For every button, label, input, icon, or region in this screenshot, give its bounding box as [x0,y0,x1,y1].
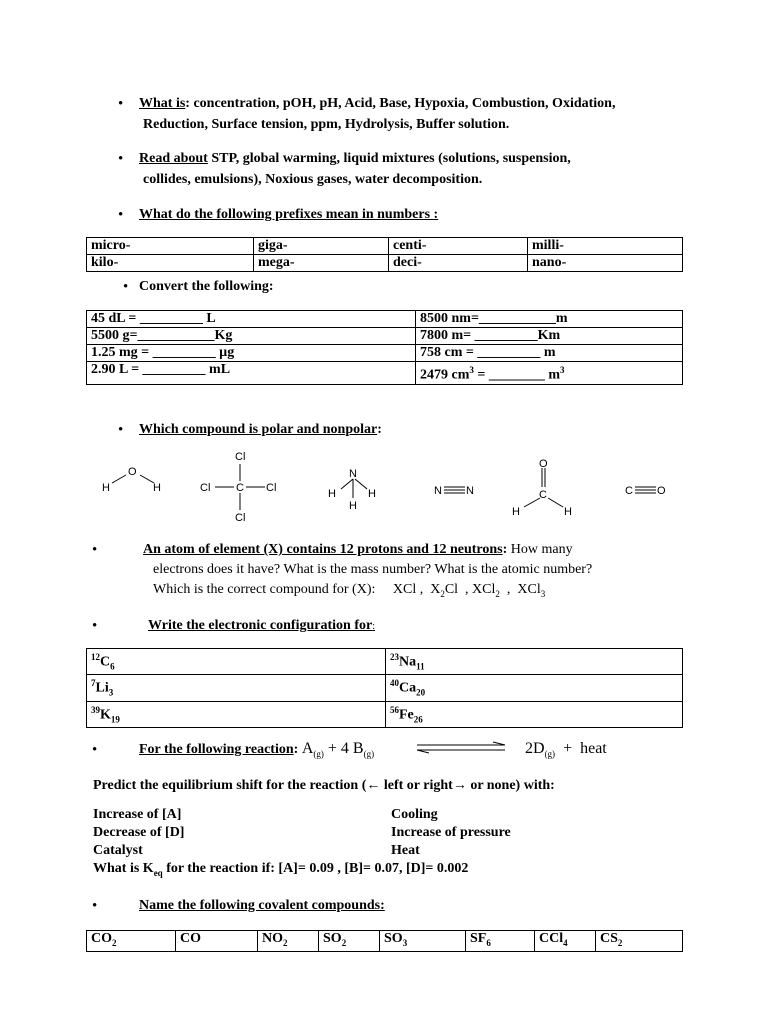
condition-right: Cooling [391,807,438,822]
table-cell: nano- [528,255,683,272]
table-cell: 2.90 L = _________ mL [87,362,416,385]
right-arrow-icon: → [452,778,467,793]
atom-label: H [349,500,357,512]
table-cell: 758 cm = _________ m [416,345,683,362]
q7-title-line [148,617,375,635]
atomic-number: 3 [108,687,114,698]
compound: CS [600,931,618,946]
keq-question [93,860,468,882]
element-symbol: Na [399,654,417,670]
table-cell: 8500 nm=___________m [416,311,683,328]
keq-text: What is K [93,861,154,876]
q8-predict [93,777,555,794]
atom-label: H [368,488,376,500]
atom-label: O [657,485,666,497]
superscript: 3 [560,365,565,375]
q2-line2: collides, emulsions), Noxious gases, water decomposition. [143,172,483,187]
atom-label: H [512,506,520,518]
bullet: • [118,151,124,167]
table-cell: 5500 g=___________Kg [87,328,416,345]
element-symbol: Li [95,681,109,697]
bullet: • [92,542,98,558]
q1-text: : concentration, pOH, pH, Acid, Base, Hypoxia, Combustion, Oxidation, [185,96,616,111]
table-cell [380,931,466,952]
equilibrium-arrow-icon [413,741,513,755]
table-row [87,345,683,362]
convert-table [86,310,683,385]
q4-title: Convert the following: [139,279,274,294]
q8-title: For the following reaction [139,742,294,757]
table-row [87,238,683,255]
atom-label: O [539,458,548,470]
q9-title: Name the following covalent compounds: [139,898,385,913]
table-cell [87,675,386,701]
q1-line2: Reduction, Surface tension, ppm, Hydrolysis, Buffer solution. [143,117,510,132]
atom-label: O [128,466,137,478]
element-symbol: C [100,654,111,670]
q2-lead: Read about [139,151,208,166]
subscript: 2 [112,937,117,948]
table-cell: milli- [528,238,683,255]
subscript: 4 [563,937,568,948]
bullet: • [118,422,124,438]
table-cell [466,931,535,952]
table-row [87,328,683,345]
bullet: • [92,898,98,914]
q1-lead: What is [139,96,186,111]
atom-label: C [539,489,547,501]
subscript: 2 [283,937,288,948]
q6-line1 [143,541,573,558]
atomic-number: 11 [416,661,425,672]
bullet: • [123,279,129,295]
table-cell [386,649,683,675]
atom-label: H [328,488,336,500]
q6-options: XCl , $X_2Cl$ , XCl$_2$ , XCl$_3$ [392,582,546,599]
table-row [87,649,683,675]
table-cell [258,931,319,952]
subscript: 2 [617,937,623,948]
atom-label: Cl [235,451,246,463]
q5-title-line [139,421,382,438]
keq-text: for the reaction if: [A]= 0.09 , [B]= 0.07, [D]= 0.002 [162,861,469,876]
table-cell: micro- [87,238,254,255]
table-cell [87,649,386,675]
compound: NO [262,931,283,946]
table-cell [386,701,683,727]
water-molecule [98,458,168,498]
compound: CO [180,931,201,946]
atom-label: Cl [235,512,246,524]
table-cell [176,931,258,952]
predict-text: or none) with: [466,778,555,793]
q6-question: How many [507,542,573,557]
table-cell [535,931,596,952]
left-arrow-icon: ← [366,778,381,793]
compound: SO [384,931,403,946]
compound: CCl [539,931,564,946]
n2-molecule [432,480,482,500]
atomic-number: 26 [413,714,423,725]
table-cell [596,931,683,952]
mass-number: 7 [91,678,96,689]
bullet: • [118,96,124,112]
element-symbol: Fe [399,707,414,723]
electron-config-table [86,648,683,728]
condition-left: Catalyst [93,843,143,858]
compound: SO [323,931,342,946]
atom-label: H [153,482,161,494]
table-row [87,311,683,328]
atom-label: N [434,485,442,497]
table-row [87,701,683,727]
prefix-table [86,237,683,272]
co-molecule [623,480,673,500]
condition-right: Increase of pressure [391,825,511,840]
bullet: • [92,618,98,634]
atomic-number: 20 [416,687,426,698]
atom-label: N [466,485,474,497]
mass-number: 12 [91,652,100,662]
q6-line3 [153,581,545,603]
predict-text: Predict the equilibrium shift for the reaction ( [93,778,367,793]
table-row [87,255,683,272]
covalent-table [86,930,683,952]
q3-title: What do the following prefixes mean in numbers : [139,207,439,222]
colon: : [502,542,508,557]
table-row [87,362,683,385]
table-cell [386,675,683,701]
compound: CO [91,931,112,946]
table-cell [87,931,176,952]
conv-text: 2479 cm [420,367,470,383]
q2-line1 [139,150,571,167]
colon: : [372,621,375,632]
nh3-molecule [323,462,383,512]
mass-number: 40 [390,678,399,689]
formaldehyde-molecule [508,455,578,520]
table-cell [319,931,380,952]
atom-label: C [625,485,633,497]
element-symbol: Ca [399,681,417,697]
condition-left: Decrease of [D] [93,825,185,840]
q6-question: Which is the correct compound for (X): [153,582,376,597]
atomic-number: 6 [110,661,115,672]
condition-left: Increase of [A] [93,807,182,822]
bullet: • [118,207,124,223]
mass-number: 23 [390,652,399,662]
table-cell: 7800 m= _________Km [416,328,683,345]
atom-label: H [564,506,572,518]
q2-text: STP, global warming, liquid mixtures (solutions, suspension, [207,151,571,166]
conv-text: = ________ m [473,367,561,383]
bullet: • [92,742,98,758]
table-cell: mega- [254,255,389,272]
colon: : [293,742,299,757]
atom-label: N [349,468,357,480]
atom-label: Cl [200,482,211,494]
table-row [87,931,683,952]
q7-title: Write the electronic configuration for [148,618,373,633]
atom-label: C [236,482,244,494]
atomic-number: 19 [110,714,120,725]
subscript: 2 [341,937,347,948]
table-row [87,675,683,701]
q1-line1 [139,95,615,112]
reaction-reactants: $A_{(g)} + 4$ $B_{(g)}$ [301,740,375,760]
q8-title-line [139,740,374,763]
mass-number: 56 [390,704,399,715]
keq-subscript: eq [153,867,163,878]
mass-number: 39 [91,704,100,715]
element-symbol: K [100,707,111,723]
table-cell: giga- [254,238,389,255]
colon: : [377,422,382,437]
predict-text: left or right [380,778,453,793]
q6-line2: electrons does it have? What is the mass number? What is the atomic number? [153,562,593,577]
reaction-products: $2D_{(g)}$ + heat [525,740,607,760]
subscript: 3 [402,937,408,948]
atom-label: H [102,482,110,494]
compound: SF [470,931,487,946]
ccl4-molecule [195,448,285,528]
superscript: 3 [469,365,474,375]
table-cell: deci- [389,255,528,272]
q5-title: Which compound is polar and nonpolar [139,422,378,437]
table-cell: centi- [389,238,528,255]
atom-label: Cl [266,482,277,494]
table-cell: 1.25 mg = _________ µg [87,345,416,362]
q6-title: An atom of element (X) contains 12 protons and 12 neutrons [143,542,503,557]
subscript: 6 [486,937,491,948]
table-cell: kilo- [87,255,254,272]
condition-right: Heat [391,843,420,858]
table-cell: 45 dL = _________ L [87,311,416,328]
table-cell [416,362,683,385]
table-cell [87,701,386,727]
